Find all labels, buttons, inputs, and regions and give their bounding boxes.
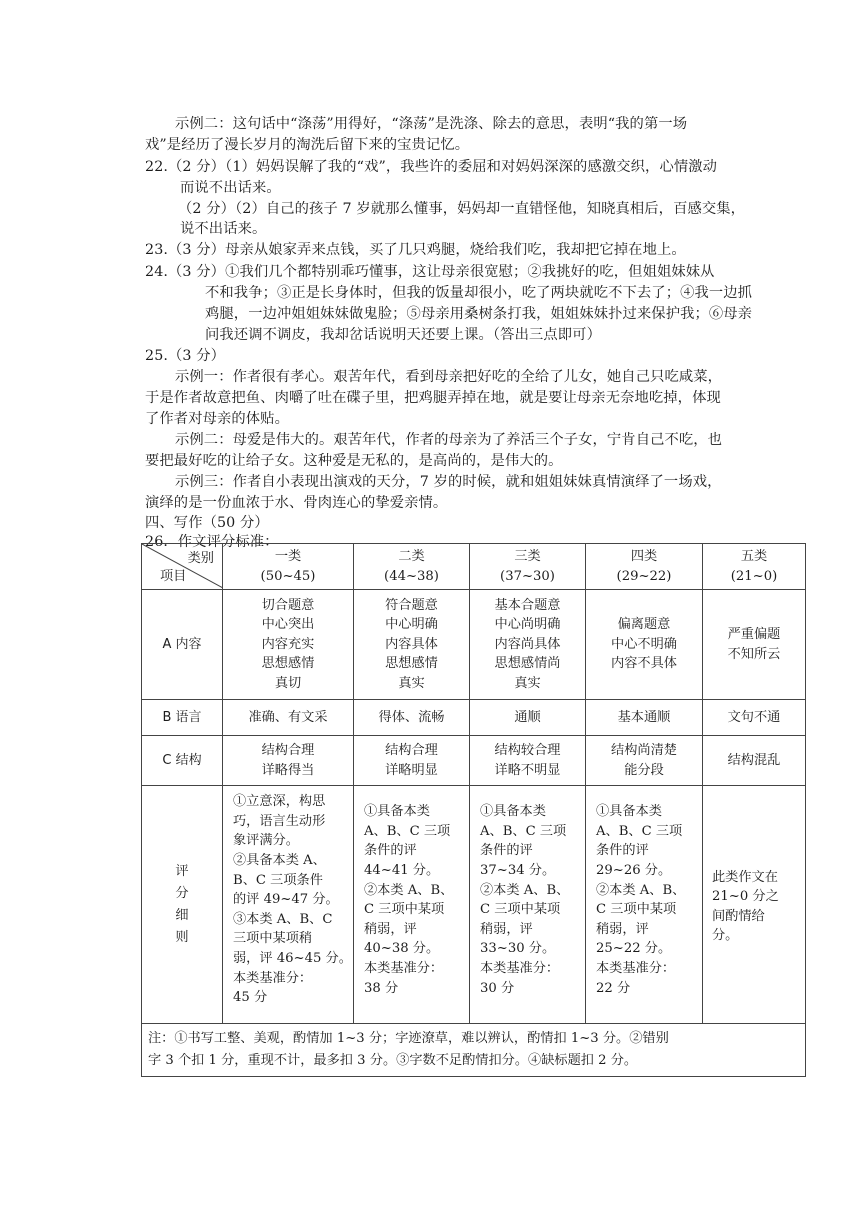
- table-cell: 结构合理 详略明显: [354, 736, 470, 786]
- text-line: 示例二：母爱是伟大的。艰苦年代，作者的母亲为了养活三个子女，宁肯自己不吃，也: [175, 432, 723, 448]
- header-cell: 一类 (50~45): [223, 544, 354, 590]
- corner-top-label: 类别: [187, 551, 214, 566]
- table-cell: ①具备本类 A、B、C 三项 条件的评 44~41 分。 ②本类 A、B、 C 三项中某项 稍弱，评 40~38 分。 本类基准分： 38 分: [354, 786, 470, 1024]
- text-line: 说不出话来。: [180, 221, 267, 237]
- text-line: 问我还调不调皮，我却岔话说明天还要上课。（答出三点即可）: [205, 327, 601, 343]
- table-cell: 切合题意 中心突出 内容充实 思想感情 真切: [223, 590, 354, 700]
- table-cell: 准确、有文采: [223, 700, 354, 736]
- table-cell: 结构合理 详略得当: [223, 736, 354, 786]
- text-line: 要把最好吃的让给子女。这种爱是无私的，是高尚的，是伟大的。: [145, 453, 563, 469]
- table-row-detail: [142, 786, 806, 1024]
- table-header-row: [142, 544, 806, 590]
- text-line: 鸡腿，一边冲姐姐妹妹做鬼脸；⑤母亲用桑树条打我，姐姐妹妹扑过来保护我；⑥母亲: [205, 306, 753, 322]
- table-cell: 基本通顺: [586, 700, 703, 736]
- text-line: 演绎的是一份血浓于水、骨肉连心的挚爱亲情。: [145, 495, 448, 511]
- row-label: B 语言: [142, 700, 223, 736]
- text-line: 不和我争；③正是长身体时，但我的饭量却很小，吃了两块就吃不下去了；④我一边抓: [205, 285, 753, 301]
- text-line: 23.（3 分）母亲从娘家弄来点钱，买了几只鸡腿，烧给我们吃，我却把它掉在地上。: [145, 242, 686, 258]
- table-cell: ①具备本类 A、B、C 三项 条件的评 29~26 分。 ②本类 A、B、 C 三项中某项 稍弱，评 25~22 分。 本类基准分： 22 分: [586, 786, 703, 1024]
- header-cell: 四类 (29~22): [586, 544, 703, 590]
- table-cell: 通顺: [470, 700, 586, 736]
- detail-row-label: 评 分 细 则: [142, 786, 223, 1024]
- row-label: A 内容: [142, 590, 223, 700]
- text-line: 25.（3 分）: [145, 348, 226, 364]
- table-cell: 符合题意 中心明确 内容具体 思想感情 真实: [354, 590, 470, 700]
- table-cell: 此类作文在 21~0 分之 间酌情给 分。: [703, 786, 806, 1024]
- section-heading: 四、写作（50 分）: [145, 515, 269, 531]
- text-line: 24.（3 分）①我们几个都特别乖巧懂事，这让母亲很宽慰；②我挑好的吃，但姐姐妹妹从: [145, 264, 715, 280]
- text-line: 示例二：这句话中“涤荡”用得好，“涤荡”是洗涤、除去的意思，表明“我的第一场: [175, 116, 688, 132]
- table-cell: 结构尚清楚 能分段: [586, 736, 703, 786]
- table-cell: ①具备本类 A、B、C 三项 条件的评 37~34 分。 ②本类 A、B、 C 三项中某项 稍弱，评 33~30 分。 本类基准分： 30 分: [470, 786, 586, 1024]
- section-heading: 26．作文评分标准：: [145, 534, 279, 550]
- text-line: 22.（2 分）（1）妈妈误解了我的“戏”，我些许的委屈和对妈妈深深的感激交织，心情激动: [145, 159, 718, 175]
- header-cell: 二类 (44~38): [354, 544, 470, 590]
- table-cell: 文句不通: [703, 700, 806, 736]
- row-label: C 结构: [142, 736, 223, 786]
- table-cell: 严重偏题 不知所云: [703, 590, 806, 700]
- corner-cell: [142, 544, 223, 590]
- header-cell: 五类 (21~0): [703, 544, 806, 590]
- scoring-note: 注：①书写工整、美观，酌情加 1~3 分；字迹潦草，难以辨认，酌情扣 1~3 分。②错别 字 3 个扣 1 分，重现不计，最多扣 3 分。③字数不足酌情扣分。④缺标题扣 2 分。: [142, 1024, 806, 1077]
- header-cell: 三类 (37~30): [470, 544, 586, 590]
- text-line: 了作者对母亲的体贴。: [145, 411, 289, 427]
- text-line: 示例三：作者自小表现出演戏的天分，7 岁的时候，就和姐姐妹妹真情演绎了一场戏，: [175, 474, 722, 490]
- text-line: 于是作者故意把鱼、肉嚼了吐在碟子里，把鸡腿弄掉在地，就是要让母亲无奈地吃掉，体现: [145, 390, 721, 406]
- table-cell: 基本合题意 中心尚明确 内容尚具体 思想感情尚 真实: [470, 590, 586, 700]
- table-row: [142, 700, 806, 736]
- corner-bottom-label: 项目: [160, 568, 187, 584]
- text-line: 戏”是经历了漫长岁月的淘洗后留下来的宝贵记忆。: [145, 137, 470, 153]
- table-row: [142, 590, 806, 700]
- text-line: 而说不出话来。: [180, 180, 281, 196]
- table-cell: 得体、流畅: [354, 700, 470, 736]
- text-line: 示例一：作者很有孝心。艰苦年代，看到母亲把好吃的全给了儿女，她自己只吃咸菜，: [175, 369, 723, 385]
- table-note-row: [142, 1024, 806, 1077]
- table-cell: ①立意深，构思 巧，语言生动形 象评满分。 ②具备本类 A、 B、C 三项条件 的评 49~47 分。 ③本类 A、B、C 三项中某项稍 弱，评 46~45 分。 本类基准分： 45 分: [223, 786, 354, 1024]
- scoring-rubric-table: [141, 543, 806, 1077]
- table-cell: 结构混乱: [703, 736, 806, 786]
- table-cell: 偏离题意 中心不明确 内容不具体: [586, 590, 703, 700]
- text-line: （2 分）（2）自己的孩子 7 岁就那么懂事，妈妈却一直错怪他，知晓真相后，百感交集，: [178, 201, 746, 217]
- table-row: [142, 736, 806, 786]
- table-cell: 结构较合理 详略不明显: [470, 736, 586, 786]
